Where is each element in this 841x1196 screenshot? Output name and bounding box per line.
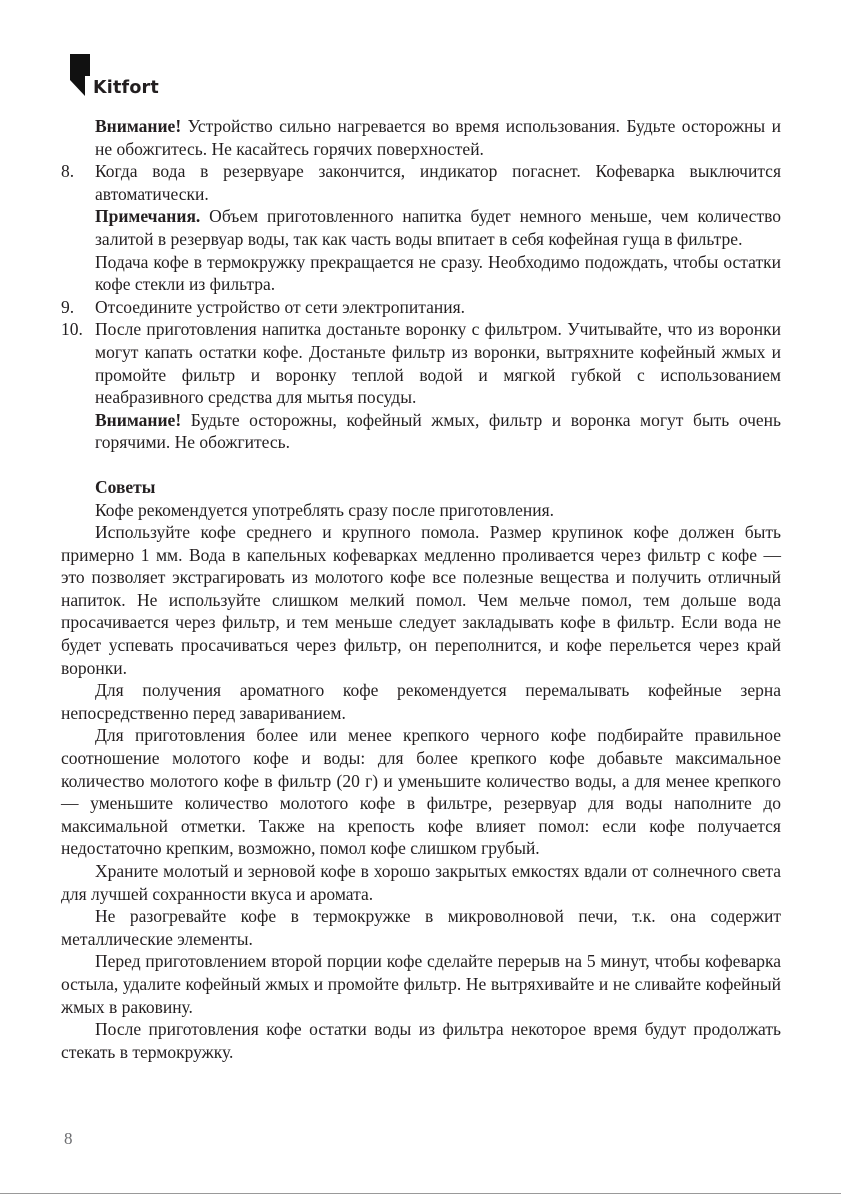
tips-paragraph: Для получения ароматного кофе рекомендуется перемалывать кофейные зерна непосредственно перед завариванием. [61,680,781,723]
kitfort-logo-icon [65,50,95,98]
tips-paragraph: Для приготовления более или менее крепкого черного кофе подбирайте правильное соотношение молотого кофе и воды: для более крепкого кофе добавьте максимальное количество молотого кофе в фильтр (20 г) и уменьшите количество воды, а для менее крепкого — уменьшите количество молотого кофе в фильтре, резервуар для воды наполните до максимальной отметки. Также на крепость кофе влияет помол: если кофе получается недостаточно крепким, возможно, помол кофе слишком грубый. [61,725,781,859]
brand-name: Kitfort [93,78,159,98]
step-number: 9. [61,296,75,317]
tips-heading [61,476,781,499]
step-text: После приготовления напитка достаньте воронку с фильтром. Учитывайте, что из воронки могут капать остатки кофе. Достаньте фильтр из воронки, вытряхните кофейный жмых и промойте фильтр и воронку теплой водой и мягкой губкой с использованием неабразивного средства для мытья посуды. [95,319,781,408]
notes-label: Примечания. [95,206,201,227]
notes-text: Объем приготовленного напитка будет немного меньше, чем количество залитой в резервуар воды, так как часть воды впитает в себя кофейная гуща в фильтре. [95,206,781,249]
warning-paragraph-2 [61,409,781,454]
page-content [61,115,781,1063]
page-number: 8 [64,1129,73,1148]
step-number: 8. [61,161,75,182]
kitfort-logo [65,50,185,102]
step-text: Когда вода в резервуаре закончится, индикатор погаснет. Кофеварка выключится автоматически. [95,161,781,204]
tips-heading-text: Советы [95,476,156,497]
warning-label: Внимание! [95,409,182,430]
tips-paragraph: Используйте кофе среднего и крупного помола. Размер крупинок кофе должен быть примерно 1 мм. Вода в капельных кофеварках медленно проливается через фильтр с кофе — это позволяет экстрагировать из молотого кофе все полезные вещества и получить отличный напиток. Не используйте слишком мелкий помол. Чем мельче помол, тем дольше вода просачивается через фильтр, и тем меньше следует закладывать кофе в фильтр. Если вода не будет успевать просачиваться через фильтр, он переполнится, и кофе перельется через край воронки. [61,522,781,678]
warning-label: Внимание! [95,116,182,136]
notes-paragraph-2: Подача кофе в термокружку прекращается не сразу. Необходимо подождать, чтобы остатки кофе стекли из фильтра. [95,251,781,295]
notes-paragraph [61,205,781,250]
warning-text: Устройство сильно нагревается во время использования. Будьте осторожны и не обожгитесь. Не касайтесь горячих поверхностей. [95,116,781,159]
warning-text: Будьте осторожны, кофейный жмых, фильтр и воронка могут быть очень горячими. Не обожгитесь. [95,409,781,453]
tips-paragraph: Кофе рекомендуется употреблять сразу после приготовления. [95,499,555,520]
step-10 [61,318,781,408]
step-9 [61,296,781,319]
bottom-divider [0,1193,841,1194]
spacer [61,454,781,476]
tips-paragraph: Не разогревайте кофе в термокружке в микроволновой печи, т.к. она содержит металлические элементы. [61,906,781,949]
tips-paragraph: Храните молотый и зерновой кофе в хорошо закрытых емкостях вдали от солнечного света для лучшей сохранности вкуса и аромата. [61,861,781,904]
step-text: Отсоедините устройство от сети электропитания. [95,296,466,317]
tips-paragraph: Перед приготовлением второй порции кофе сделайте перерыв на 5 минут, чтобы кофеварка остыла, удалите кофейный жмых и промойте фильтр. Не вытряхивайте и не сливайте кофейный жмых в раковину. [61,951,781,1017]
step-number: 10. [61,319,83,340]
tips-paragraph: После приготовления кофе остатки воды из фильтра некоторое время будут продолжать стекать в термокружку. [61,1019,781,1062]
step-8 [61,160,781,205]
warning-paragraph [61,115,781,160]
